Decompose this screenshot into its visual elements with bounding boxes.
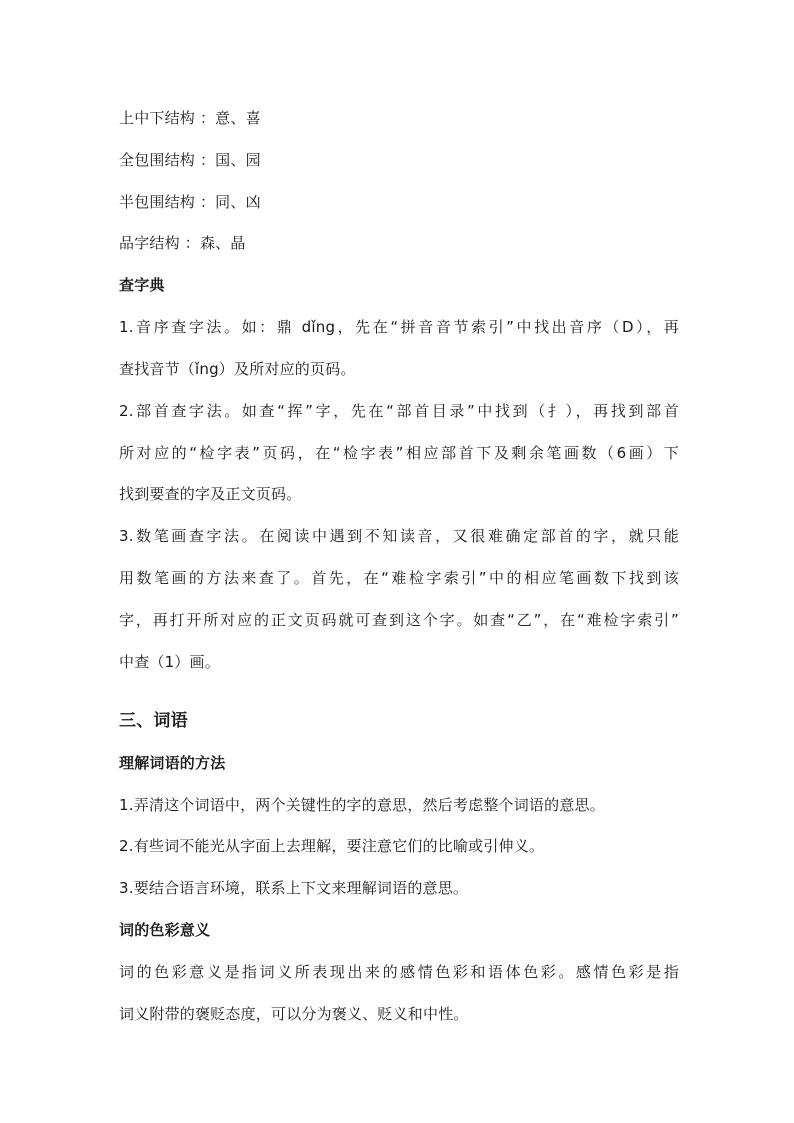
dictionary-method-3-line-3: 字，再打开所对应的正文页码就可查到这个字。如查“乙”，在“难检字索引” xyxy=(119,611,679,629)
dictionary-method-2-line-1: 2.部首查字法。如查“挥”字，先在“部首目录”中找到（扌），再找到部首 xyxy=(119,402,679,420)
word-color-line-2: 词义附带的褒贬态度，可以分为褒义、贬义和中性。 xyxy=(119,1005,469,1023)
word-method-2: 2.有些词不能光从字面上去理解，要注意它们的比喻或引伸义。 xyxy=(119,837,545,855)
dictionary-method-3-line-2: 用数笔画的方法来查了。首先，在“难检字索引”中的相应笔画数下找到该 xyxy=(119,569,679,587)
dictionary-method-2-line-3: 找到要查的字及正文页码。 xyxy=(119,485,302,503)
dictionary-method-3-line-4: 中查（1）画。 xyxy=(119,653,220,671)
structure-line-2: 全包围结构 ：国、园 xyxy=(119,151,261,169)
structure-line-1: 上中下结构 ：意、喜 xyxy=(119,109,261,127)
dictionary-method-3-line-1: 3.数笔画查字法。在阅读中遇到不知读音，又很难确定部首的字，就只能 xyxy=(119,527,679,545)
dictionary-method-2-line-2: 所对应的“检字表”页码，在“检字表”相应部首下及剩余笔画数（6画）下 xyxy=(119,444,679,462)
dictionary-method-1-line-1: 1.音序查字法。如：鼎 dǐng，先在“拼音音节索引”中找出音序（D），再 xyxy=(119,318,679,336)
structure-line-4: 品字结构 ：森、晶 xyxy=(119,234,246,252)
word-method-title: 理解词语的方法 xyxy=(119,754,226,772)
words-heading: 三、词语 xyxy=(119,711,188,731)
structure-line-3: 半包围结构 ：同、凶 xyxy=(119,193,261,211)
word-color-title: 词的色彩意义 xyxy=(119,921,211,939)
word-color-line-1: 词的色彩意义是指词义所表现出来的感情色彩和语体色彩。感情色彩是指 xyxy=(119,963,679,981)
word-method-3: 3.要结合语言环境，联系上下文来理解词语的意思。 xyxy=(119,879,469,897)
dictionary-method-1-line-2: 查找音节（ǐng）及所对应的页码。 xyxy=(119,360,356,378)
dictionary-title: 查字典 xyxy=(119,276,165,294)
word-method-1: 1.弄清这个词语中，两个关键性的字的意思，然后考虑整个词语的意思。 xyxy=(119,796,605,814)
